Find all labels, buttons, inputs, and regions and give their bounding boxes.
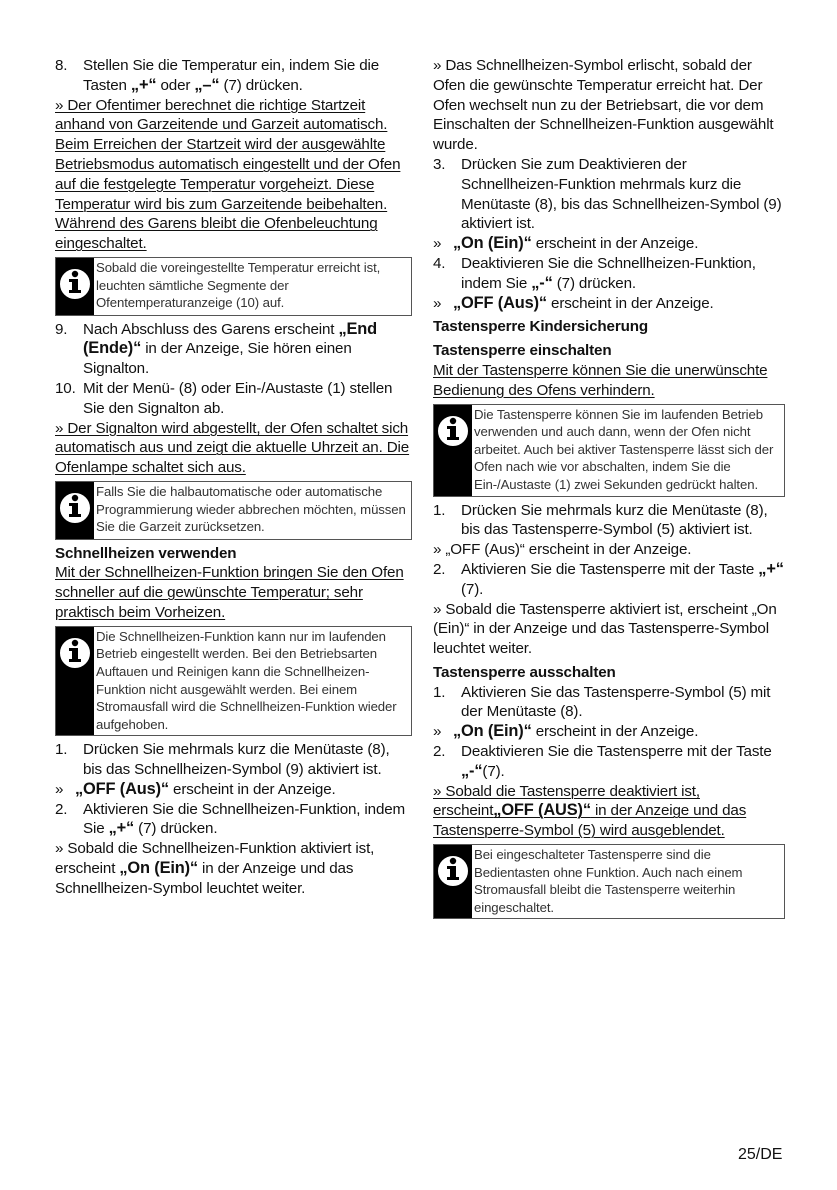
step-text: Aktivieren Sie die Tastensperre mit der Taste [461, 560, 759, 578]
step-10 [55, 379, 412, 419]
paragraph-text: in der Anzeige und das Tastensperre-Symbol (5) wird ausgeblendet. [433, 802, 747, 840]
info-box [55, 481, 412, 540]
step-text: Deaktivieren Sie die Tastensperre mit der Taste [461, 743, 772, 761]
minus-key: „-“ [531, 273, 553, 292]
info-text: Die Tastensperre können Sie im laufenden Betrieb verwenden und auch dann, wenn der Ofen nicht arbeitet. Auch bei aktiver Tastensperre lässt sich der Ofen nach wie vor abschalten, indem Sie die Ein-/Austaste (1) zwei Sekunden gedrückt halten. [474, 406, 774, 492]
step-text: Mit der Menü- (8) oder Ein-/Austaste (1) stellen Sie den Signalton ab. [83, 379, 393, 417]
info-icon [434, 845, 472, 897]
ofentimer-paragraph: » Der Ofentimer berechnet die richtige Startzeit anhand von Garzeitende und Garzeit automatisch. Beim Erreichen der Startzeit wird der ausgewählte Betriebsmodus automatisch eingestellt und der Ofen auf die festgelegte Temperatur vorgeheizt. Diese Temperatur wird bis zum Garzeitende beibehalten. Während des Garens bleibt die Ofenbeleuchtung eingeschaltet. [55, 96, 401, 253]
step-number: 8. [55, 57, 68, 74]
result-marker: » [433, 723, 442, 741]
info-text: Falls Sie die halbautomatische oder automatische Programmierung wieder abbrechen möchten, müssen Sie die Garzeit zurücksetzen. [96, 483, 406, 535]
tastensperre-intro: Mit der Tastensperre können Sie die unerwünschte Bedienung des Ofens verhindern. [433, 361, 768, 399]
result-line [55, 780, 412, 800]
step-number: 1. [433, 683, 446, 701]
result-line [433, 294, 785, 314]
paragraph-text: » Sobald die Schnellheizen-Funktion aktiviert ist, erscheint [55, 840, 375, 878]
info-icon [434, 405, 472, 457]
display-label: „On (Ein)“ [453, 234, 532, 253]
step-text: oder [156, 76, 195, 94]
end-label: „End (Ende)“ [83, 319, 378, 358]
step-number: 10. [55, 379, 76, 397]
result-text: erscheint in der Anzeige. [546, 294, 714, 312]
result-text: erscheint in der Anzeige. [531, 235, 699, 253]
step-text: Drücken Sie zum Deaktivieren der Schnellheizen-Funktion mehrmals kurz die Menütaste (8), bis das Schnellheizen-Symbol (9) aktiviert ist. [461, 155, 782, 233]
sperre-step-1 [433, 501, 785, 541]
section-heading: Schnellheizen verwenden [55, 544, 237, 562]
plus-key: „+“ [108, 819, 135, 838]
aus-step-1 [433, 683, 785, 723]
step-number: 9. [55, 320, 68, 338]
info-icon [56, 627, 94, 679]
display-label: „On (Ein)“ [119, 859, 198, 878]
step-number: 2. [433, 743, 446, 761]
step-number: 4. [433, 254, 446, 272]
aktiv-paragraph [55, 839, 412, 898]
plus-key: „+“ [758, 559, 784, 578]
info-text: Bei eingeschalteter Tastensperre sind die Bedientasten ohne Funktion. Auch nach einem Stromausfall bleibt die Tastensperre weiterhin eingeschaltet. [474, 847, 743, 915]
section-heading: Tastensperre Kindersicherung [433, 318, 648, 336]
left-column [55, 56, 412, 899]
paragraph-text: in der Anzeige und das Schnellheizen-Symbol leuchtet weiter. [55, 860, 354, 897]
subsection-heading: Tastensperre einschalten [433, 342, 612, 360]
step-text: (7) drücken. [552, 274, 636, 292]
step-8 [55, 56, 412, 96]
display-label: „OFF (Aus)“ [453, 293, 547, 312]
info-box [55, 257, 412, 316]
result-marker: » [55, 780, 64, 798]
step-text: Nach Abschluss des Garens erscheint [83, 320, 339, 338]
info-icon [56, 258, 94, 310]
step-text: (7) drücken. [219, 76, 303, 94]
minus-key: „–“ [194, 75, 220, 94]
deaktiv-paragraph [433, 782, 785, 841]
info-box [433, 844, 785, 919]
step-text: (7). [461, 580, 484, 598]
step-number: 2. [433, 560, 446, 578]
result-line [433, 722, 785, 742]
step-text: (7). [482, 762, 505, 780]
step-text: Stellen Sie die Temperatur ein, indem Sie die Tasten [83, 57, 380, 94]
display-label: „OFF (AUS)“ [493, 801, 591, 820]
minus-key: „-“ [461, 761, 483, 780]
schnell-step-2 [55, 800, 412, 840]
result-text: erscheint in der Anzeige. [168, 780, 336, 798]
display-label: „OFF (Aus)“ [75, 779, 169, 798]
info-text: Die Schnellheizen-Funktion kann nur im laufenden Betrieb eingestellt werden. Bei den Betriebsarten Auftauen und Reinigen kann die Schnellheizen-Funktion nicht ausgewählt werden. Bei einem Stromausfall wird die Schnellheizen-Funktion wieder aufgehoben. [96, 628, 397, 732]
info-text: Sobald die voreingestellte Temperatur erreicht ist, leuchten sämtliche Segmente der Ofentemperaturanzeige (10) auf. [96, 259, 381, 311]
step-number: 2. [55, 800, 68, 818]
page-number: 25/DE [738, 1146, 783, 1163]
step-text: Aktivieren Sie das Tastensperre-Symbol (5) mit der Menütaste (8). [461, 683, 771, 721]
subsection-heading: Tastensperre ausschalten [433, 663, 616, 681]
paragraph-text: » Sobald die Tastensperre deaktiviert ist, erscheint [433, 782, 700, 820]
step-text: Deaktivieren Sie die Schnellheizen-Funktion, indem Sie [461, 254, 756, 292]
right-column [433, 56, 785, 923]
result-marker: » [433, 294, 442, 312]
schnell-step-3 [433, 155, 785, 234]
step-text: Drücken Sie mehrmals kurz die Menütaste (8), bis das Schnellheizen-Symbol (9) aktiviert ist. [83, 741, 390, 779]
info-box [55, 626, 412, 737]
result-marker: » [433, 235, 442, 253]
display-label: „On (Ein)“ [453, 722, 532, 741]
step-text: Drücken Sie mehrmals kurz die Menütaste (8), bis das Tastensperre-Symbol (5) aktiviert ist. [461, 501, 768, 539]
schnell-step-4 [433, 254, 785, 294]
plus-key: „+“ [130, 75, 157, 94]
result-line [433, 234, 785, 254]
result-text: erscheint in der Anzeige. [531, 723, 699, 741]
signalton-paragraph: » Der Signalton wird abgestellt, der Ofen schaltet sich automatisch aus und zeigt die aktuelle Uhrzeit an. Die Ofenlampe schaltet sich aus. [55, 419, 410, 477]
step-text: in der Anzeige, Sie hören einen Signalton. [83, 340, 352, 378]
schnellheizen-intro: Mit der Schnellheizen-Funktion bringen Sie den Ofen schneller auf die gewünschte Temperatur; sehr praktisch beim Vorheizen. [55, 564, 404, 621]
schnell-step-1 [55, 740, 412, 780]
sperre-aktiv-paragraph: » Sobald die Tastensperre aktiviert ist, erscheint „On (Ein)“ in der Anzeige und das Tastensperre-Symbol leuchtet weiter. [433, 600, 777, 658]
info-icon [56, 482, 94, 534]
erlischt-paragraph: » Das Schnellheizen-Symbol erlischt, sobald der Ofen die gewünschte Temperatur erreicht hat. Der Ofen wechselt nun zu der Betriebsart, die vor dem Einschalten der Schnellheizen-Funktion ausgewählt wurde. [433, 57, 774, 154]
sperre-step-2 [433, 560, 785, 600]
step-9 [55, 320, 412, 379]
info-box [433, 404, 785, 497]
step-text: (7) drücken. [134, 820, 218, 838]
step-number: 1. [433, 501, 446, 519]
step-number: 3. [433, 155, 446, 173]
aus-step-2 [433, 742, 785, 782]
result-line: » „OFF (Aus)“ erscheint in der Anzeige. [433, 541, 692, 559]
step-text: Aktivieren Sie die Schnellheizen-Funktion, indem Sie [83, 800, 406, 838]
step-number: 1. [55, 741, 68, 759]
